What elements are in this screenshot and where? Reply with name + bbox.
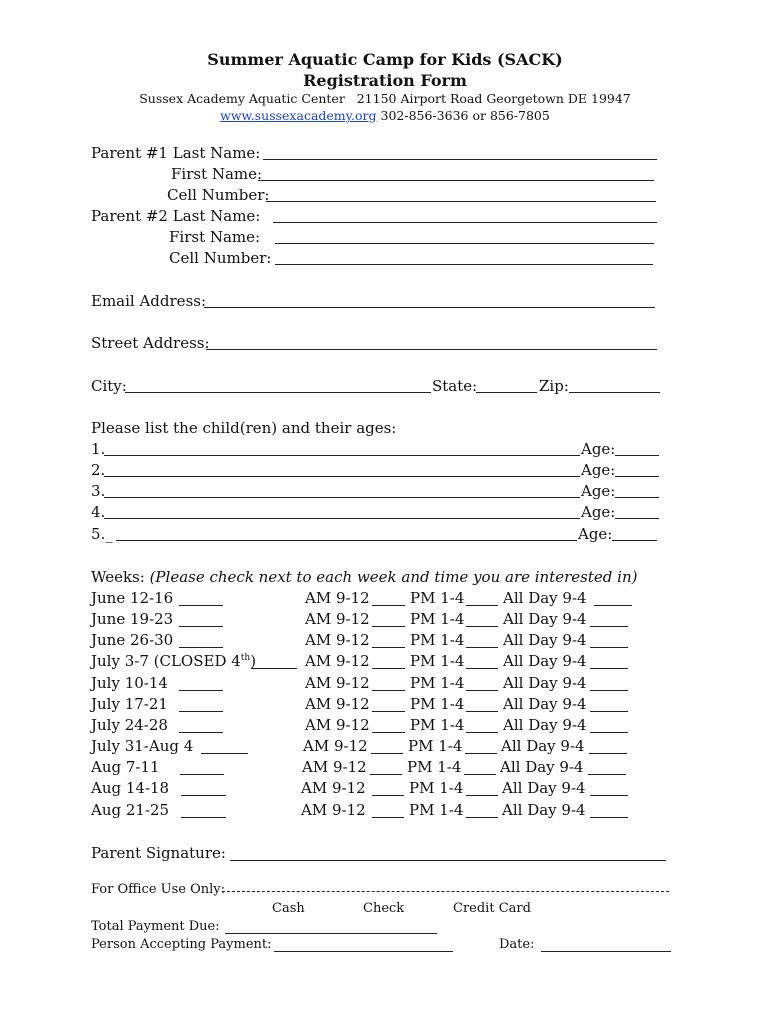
person-accepting-label: Person Accepting Payment: <box>91 937 272 952</box>
child-age-line[interactable] <box>612 540 657 541</box>
phone-numbers: 302-856-3636 or 856-7805 <box>380 108 550 123</box>
allday-check-line[interactable] <box>594 605 632 606</box>
week-name: July 17-21 <box>91 695 168 713</box>
am-check-line[interactable] <box>372 795 404 796</box>
child-number: 5._ <box>91 525 113 543</box>
office-use-divider <box>222 891 669 892</box>
week-check-line[interactable] <box>181 817 226 818</box>
am-option-label: AM 9-12 <box>305 589 370 607</box>
pm-check-line[interactable] <box>466 605 498 606</box>
am-option-label: AM 9-12 <box>305 695 370 713</box>
pm-check-line[interactable] <box>466 795 498 796</box>
week-name: July 24-28 <box>91 716 168 734</box>
payment-credit-option[interactable]: Credit Card <box>453 901 531 916</box>
week-name-text: July 3-7 (CLOSED 4 <box>91 652 241 670</box>
week-check-line[interactable] <box>179 647 223 648</box>
pm-option-label: PM 1-4 <box>409 801 464 819</box>
am-check-line[interactable] <box>372 711 405 712</box>
allday-option-label: All Day 9-4 <box>500 758 584 776</box>
pm-check-line[interactable] <box>466 668 498 669</box>
parent1-cell-line[interactable] <box>266 201 656 202</box>
week-name-closed <box>91 651 256 671</box>
parent2-first-name-line[interactable] <box>275 243 654 244</box>
child-name-line[interactable] <box>104 497 580 498</box>
week-check-line[interactable] <box>180 774 224 775</box>
office-use-label: For Office Use Only: <box>91 882 226 897</box>
allday-check-line[interactable] <box>588 774 626 775</box>
week-check-line[interactable] <box>201 753 248 754</box>
week-check-line[interactable] <box>179 626 223 627</box>
parent1-cell-label: Cell Number: <box>167 186 270 204</box>
parent2-first-name-label: First Name: <box>169 228 261 246</box>
child-age-line[interactable] <box>615 476 659 477</box>
pm-check-line[interactable] <box>466 817 498 818</box>
date-label: Date: <box>499 937 535 952</box>
am-option-label: AM 9-12 <box>305 716 370 734</box>
pm-check-line[interactable] <box>466 690 498 691</box>
child-name-line[interactable] <box>104 518 580 519</box>
parent2-last-name-label: Parent #2 Last Name: <box>91 207 261 225</box>
child-name-line[interactable] <box>116 540 577 541</box>
week-check-line[interactable] <box>179 690 223 691</box>
allday-option-label: All Day 9-4 <box>503 695 587 713</box>
am-check-line[interactable] <box>372 690 405 691</box>
street-line[interactable] <box>206 349 657 350</box>
date-line[interactable] <box>541 951 671 952</box>
total-payment-line[interactable] <box>225 933 437 934</box>
website-phone-line <box>0 108 770 124</box>
week-name: Aug 7-11 <box>91 758 160 776</box>
week-name: Aug 14-18 <box>91 779 170 797</box>
email-line[interactable] <box>204 307 655 308</box>
state-line[interactable] <box>476 392 537 393</box>
allday-option-label: All Day 9-4 <box>503 631 587 649</box>
am-option-label: AM 9-12 <box>303 737 368 755</box>
child-number: 2. <box>91 461 106 479</box>
am-check-line[interactable] <box>372 647 405 648</box>
parent2-cell-line[interactable] <box>275 264 653 265</box>
pm-check-line[interactable] <box>464 774 496 775</box>
allday-check-line[interactable] <box>590 732 628 733</box>
allday-option-label: All Day 9-4 <box>502 779 586 797</box>
week-check-line[interactable] <box>179 732 223 733</box>
org-address-line: Sussex Academy Aquatic Center 21150 Airport Road Georgetown DE 19947 <box>139 91 631 106</box>
allday-option-label: All Day 9-4 <box>503 674 587 692</box>
am-check-line[interactable] <box>372 668 405 669</box>
pm-check-line[interactable] <box>466 711 498 712</box>
pm-check-line[interactable] <box>466 647 498 648</box>
pm-check-line[interactable] <box>465 753 497 754</box>
payment-check-option[interactable]: Check <box>363 901 405 916</box>
pm-check-line[interactable] <box>466 732 498 733</box>
am-option-label: AM 9-12 <box>305 631 370 649</box>
am-option-label: AM 9-12 <box>301 801 366 819</box>
street-label: Street Address: <box>91 334 210 352</box>
week-name: June 26-30 <box>91 631 174 649</box>
allday-check-line[interactable] <box>590 647 628 648</box>
child-age-line[interactable] <box>615 497 659 498</box>
person-accepting-line[interactable] <box>274 951 453 952</box>
children-prompt: Please list the child(ren) and their ages: <box>91 419 397 437</box>
allday-check-line[interactable] <box>590 795 628 796</box>
allday-check-line[interactable] <box>589 753 627 754</box>
email-label: Email Address: <box>91 292 207 310</box>
total-payment-label: Total Payment Due: <box>91 919 220 934</box>
child-age-label: Age: <box>578 525 613 543</box>
week-name-tail: ) <box>250 652 257 670</box>
allday-option-label: All Day 9-4 <box>502 801 586 819</box>
pm-option-label: PM 1-4 <box>410 652 465 670</box>
city-line[interactable] <box>125 392 431 393</box>
signature-label: Parent Signature: <box>91 844 226 862</box>
allday-option-label: All Day 9-4 <box>503 652 587 670</box>
payment-cash-option[interactable]: Cash <box>272 901 305 916</box>
parent1-first-name-line[interactable] <box>258 180 654 181</box>
am-check-line[interactable] <box>371 753 403 754</box>
am-check-line[interactable] <box>372 732 405 733</box>
week-check-line[interactable] <box>251 668 297 669</box>
pm-option-label: PM 1-4 <box>407 758 462 776</box>
pm-option-label: PM 1-4 <box>410 695 465 713</box>
am-option-label: AM 9-12 <box>305 610 370 628</box>
allday-check-line[interactable] <box>590 690 628 691</box>
zip-line[interactable] <box>569 392 660 393</box>
am-option-label: AM 9-12 <box>305 652 370 670</box>
child-number: 1. <box>91 440 106 458</box>
am-check-line[interactable] <box>372 626 405 627</box>
pm-option-label: PM 1-4 <box>410 631 465 649</box>
am-option-label: AM 9-12 <box>301 779 366 797</box>
week-name: Aug 21-25 <box>91 801 170 819</box>
allday-check-line[interactable] <box>590 711 628 712</box>
week-check-line[interactable] <box>179 711 223 712</box>
allday-check-line[interactable] <box>590 817 628 818</box>
weeks-label: Weeks: <box>91 568 145 586</box>
allday-option-label: All Day 9-4 <box>501 737 585 755</box>
pm-option-label: PM 1-4 <box>410 674 465 692</box>
pm-option-label: PM 1-4 <box>410 610 465 628</box>
allday-option-label: All Day 9-4 <box>503 589 587 607</box>
weeks-heading <box>91 567 637 587</box>
parent2-last-name-line[interactable] <box>273 222 657 223</box>
allday-check-line[interactable] <box>590 668 628 669</box>
am-check-line[interactable] <box>372 817 404 818</box>
pm-option-label: PM 1-4 <box>408 737 463 755</box>
state-label: State: <box>432 377 478 395</box>
child-name-line[interactable] <box>104 455 580 456</box>
child-age-label: Age: <box>581 440 616 458</box>
child-age-label: Age: <box>581 503 616 521</box>
week-name: June 19-23 <box>91 610 174 628</box>
zip-label: Zip: <box>539 377 569 395</box>
child-number: 4. <box>91 503 106 521</box>
week-name: June 12-16 <box>91 589 174 607</box>
allday-option-label: All Day 9-4 <box>503 610 587 628</box>
am-check-line[interactable] <box>370 774 402 775</box>
child-age-label: Age: <box>581 461 616 479</box>
parent1-first-name-label: First Name: <box>171 165 263 183</box>
weeks-instruction: (Please check next to each week and time you are interested in) <box>149 568 638 586</box>
week-name: July 31-Aug 4 <box>91 737 194 755</box>
website-link[interactable]: www.sussexacademy.org <box>220 108 377 123</box>
am-option-label: AM 9-12 <box>305 674 370 692</box>
child-age-line[interactable] <box>615 518 659 519</box>
pm-option-label: PM 1-4 <box>409 779 464 797</box>
week-check-line[interactable] <box>179 605 223 606</box>
child-age-label: Age: <box>581 482 616 500</box>
pm-option-label: PM 1-4 <box>410 589 465 607</box>
form-title: Summer Aquatic Camp for Kids (SACK) <box>207 50 563 69</box>
pm-option-label: PM 1-4 <box>410 716 465 734</box>
am-check-line[interactable] <box>372 605 405 606</box>
week-check-line[interactable] <box>181 795 226 796</box>
pm-check-line[interactable] <box>466 626 498 627</box>
child-name-line[interactable] <box>104 476 580 477</box>
city-label: City: <box>91 377 127 395</box>
parent1-last-name-line[interactable] <box>263 159 657 160</box>
child-age-line[interactable] <box>615 455 659 456</box>
signature-line[interactable] <box>230 860 666 861</box>
parent1-last-name-label: Parent #1 Last Name: <box>91 144 261 162</box>
week-name-sup: th <box>240 653 251 663</box>
allday-option-label: All Day 9-4 <box>503 716 587 734</box>
parent2-cell-label: Cell Number: <box>169 249 272 267</box>
child-number: 3. <box>91 482 106 500</box>
am-option-label: AM 9-12 <box>302 758 367 776</box>
form-subtitle: Registration Form <box>303 71 467 90</box>
allday-check-line[interactable] <box>590 626 628 627</box>
week-name: July 10-14 <box>91 674 168 692</box>
